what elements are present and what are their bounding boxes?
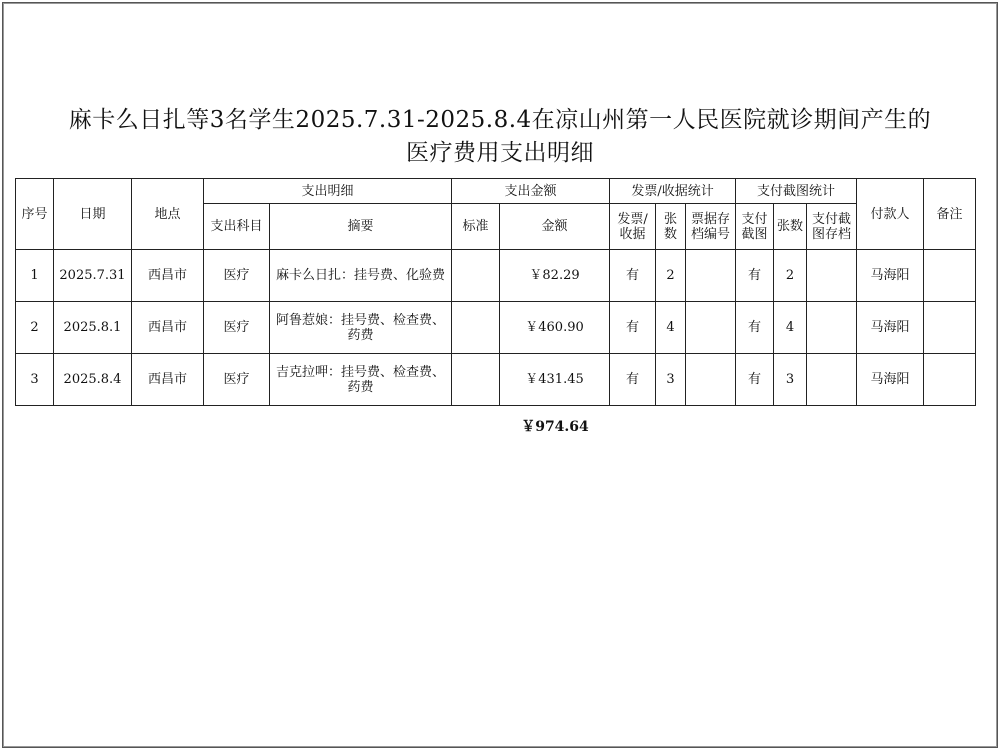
header-screenshot-archive: 支付截图存档 xyxy=(807,204,857,250)
document-title xyxy=(0,104,1000,170)
cell-screenshot-archive xyxy=(807,354,857,406)
cell-amount: ￥460.90 xyxy=(500,302,610,354)
cell-invoice: 有 xyxy=(610,354,656,406)
cell-invoice-archive xyxy=(686,302,736,354)
expense-table xyxy=(15,178,976,406)
header-date: 日期 xyxy=(54,179,132,250)
header-note: 备注 xyxy=(924,179,976,250)
cell-date: 2025.8.4 xyxy=(54,354,132,406)
cell-note xyxy=(924,250,976,302)
header-screenshot-group: 支付截图统计 xyxy=(736,179,857,204)
cell-date: 2025.7.31 xyxy=(54,250,132,302)
cell-seq: 1 xyxy=(16,250,54,302)
cell-invoice-count: 4 xyxy=(656,302,686,354)
header-subject: 支出科目 xyxy=(204,204,270,250)
cell-invoice: 有 xyxy=(610,302,656,354)
cell-subject: 医疗 xyxy=(204,302,270,354)
cell-payer: 马海阳 xyxy=(857,302,924,354)
cell-standard xyxy=(452,302,500,354)
cell-screenshot: 有 xyxy=(736,250,774,302)
header-seq: 序号 xyxy=(16,179,54,250)
cell-date: 2025.8.1 xyxy=(54,302,132,354)
cell-screenshot-archive xyxy=(807,250,857,302)
total-amount: ￥974.64 xyxy=(521,419,589,435)
header-invoice-archive: 票据存档编号 xyxy=(686,204,736,250)
cell-subject: 医疗 xyxy=(204,354,270,406)
header-detail-group: 支出明细 xyxy=(204,179,452,204)
table-row xyxy=(16,302,976,354)
header-standard: 标准 xyxy=(452,204,500,250)
cell-subject: 医疗 xyxy=(204,250,270,302)
cell-screenshot-archive xyxy=(807,302,857,354)
cell-amount: ￥82.29 xyxy=(500,250,610,302)
header-invoice-group: 发票/收据统计 xyxy=(610,179,736,204)
header-pay-screenshot: 支付截图 xyxy=(736,204,774,250)
cell-invoice-count: 2 xyxy=(656,250,686,302)
cell-seq: 3 xyxy=(16,354,54,406)
cell-summary: 吉克拉呷：挂号费、检查费、药费 xyxy=(270,354,452,406)
cell-note xyxy=(924,302,976,354)
cell-standard xyxy=(452,250,500,302)
cell-invoice-archive xyxy=(686,354,736,406)
cell-payer: 马海阳 xyxy=(857,250,924,302)
cell-note xyxy=(924,354,976,406)
cell-payer: 马海阳 xyxy=(857,354,924,406)
table-row xyxy=(16,250,976,302)
cell-amount: ￥431.45 xyxy=(500,354,610,406)
header-invoice-count: 张数 xyxy=(656,204,686,250)
cell-place: 西昌市 xyxy=(132,354,204,406)
cell-screenshot-count: 3 xyxy=(774,354,807,406)
cell-summary: 麻卡么日扎：挂号费、化验费 xyxy=(270,250,452,302)
cell-screenshot: 有 xyxy=(736,302,774,354)
header-amount-group: 支出金额 xyxy=(452,179,610,204)
cell-standard xyxy=(452,354,500,406)
cell-screenshot-count: 4 xyxy=(774,302,807,354)
cell-invoice-archive xyxy=(686,250,736,302)
cell-invoice-count: 3 xyxy=(656,354,686,406)
table-row xyxy=(16,354,976,406)
cell-invoice: 有 xyxy=(610,250,656,302)
header-summary: 摘要 xyxy=(270,204,452,250)
header-place: 地点 xyxy=(132,179,204,250)
cell-place: 西昌市 xyxy=(132,250,204,302)
cell-seq: 2 xyxy=(16,302,54,354)
cell-screenshot-count: 2 xyxy=(774,250,807,302)
title-line-1: 麻卡么日扎等3名学生2025.7.31-2025.8.4在凉山州第一人民医院就诊期间产生的 xyxy=(68,107,932,133)
header-invoice-receipt: 发票/收据 xyxy=(610,204,656,250)
header-row-1 xyxy=(16,179,976,204)
cell-summary: 阿鲁惹娘：挂号费、检查费、药费 xyxy=(270,302,452,354)
title-line-2: 医疗费用支出明细 xyxy=(406,140,594,166)
header-screenshot-count: 张数 xyxy=(774,204,807,250)
header-payer: 付款人 xyxy=(857,179,924,250)
cell-screenshot: 有 xyxy=(736,354,774,406)
header-amount: 金额 xyxy=(500,204,610,250)
cell-place: 西昌市 xyxy=(132,302,204,354)
